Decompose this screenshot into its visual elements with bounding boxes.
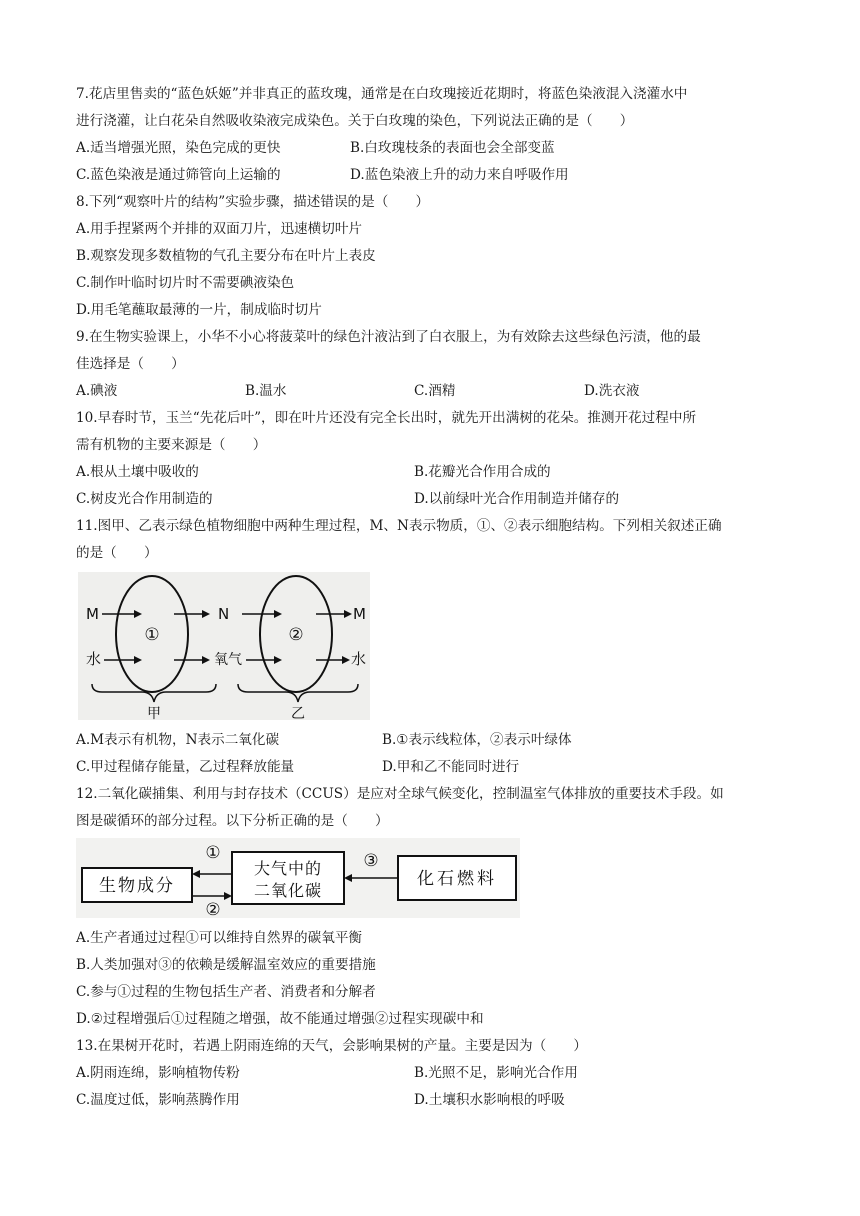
structure-2-label: ②	[288, 625, 304, 645]
caption-jia: 甲	[147, 706, 161, 720]
input-m-label: M	[86, 605, 99, 623]
q13-option-a: A.阴雨连绵，影响植物传粉	[76, 1065, 240, 1081]
q10-option-a: A.根从土壤中吸收的	[76, 464, 199, 480]
q11-option-b: B.①表示线粒体，②表示叶绿体	[382, 732, 572, 748]
q13-option-b: B.光照不足，影响光合作用	[414, 1065, 578, 1081]
q11-option-d: D.甲和乙不能同时进行	[382, 759, 520, 775]
q10-stem-line2: 需有机物的主要来源是（ ）	[76, 437, 267, 453]
caption-yi: 乙	[291, 706, 305, 720]
figure-scan-background	[78, 572, 370, 720]
q10-option-d: D.以前绿叶光合作用制造并储存的	[414, 491, 620, 507]
q8-option-c: C.制作叶临时切片时不需要碘液染色	[76, 275, 295, 291]
output-water-label: 水	[351, 650, 367, 668]
q8-option-b: B.观察发现多数植物的气孔主要分布在叶片上表皮	[76, 248, 376, 264]
structure-1-label: ①	[144, 625, 160, 645]
output-m-label: M	[353, 605, 366, 623]
q10-option-c: C.树皮光合作用制造的	[76, 491, 213, 507]
q12-option-b: B.人类加强对③的依赖是缓解温室效应的重要措施	[76, 957, 376, 973]
q10-stem-line1: 10.早春时节，玉兰“先花后叶”，即在叶片还没有完全长出时，就先开出满树的花朵。推测开花过程中所	[76, 410, 697, 426]
q11-option-c: C.甲过程储存能量，乙过程释放能量	[76, 759, 295, 775]
process-2-label: ②	[205, 900, 221, 918]
q12-option-d: D.②过程增强后①过程随之增强，故不能通过增强②过程实现碳中和	[76, 1011, 484, 1027]
box-fossil-fuels-label: 化石燃料	[417, 869, 497, 889]
output-oxygen-label: 氧气	[214, 652, 242, 668]
q9-option-b: B.温水	[245, 383, 287, 399]
box-atmospheric-co2-line1: 大气中的	[253, 859, 323, 878]
q11-stem-line1: 11.图甲、乙表示绿色植物细胞中两种生理过程，M、N表示物质，①、②表示细胞结构。下列相关叙述正确	[76, 518, 722, 534]
q11-option-a: A.M表示有机物，N表示二氧化碳	[76, 732, 280, 748]
q9-option-c: C.酒精	[414, 383, 456, 399]
q12-stem-line2: 图是碳循环的部分过程。以下分析正确的是（ ）	[76, 813, 389, 829]
q9-stem-line1: 9.在生物实验课上，小华不小心将菠菜叶的绿色汁液沾到了白衣服上，为有效除去这些绿色污渍，他的最	[76, 329, 701, 345]
q8-stem: 8.下列“观察叶片的结构”实验步骤，描述错误的是（ ）	[76, 194, 430, 210]
q11-figure	[78, 572, 370, 720]
q13-stem: 13.在果树开花时，若遇上阴雨连绵的天气，会影响果树的产量。主要是因为（ ）	[76, 1038, 587, 1054]
q12-figure	[76, 838, 520, 918]
q13-option-c: C.温度过低，影响蒸腾作用	[76, 1092, 240, 1108]
q13-option-d: D.土壤积水影响根的呼吸	[414, 1092, 565, 1108]
q7-stem-line1: 7.花店里售卖的“蓝色妖姬”并非真正的蓝玫瑰，通常是在白玫瑰接近花期时，将蓝色染液混入浇灌水中	[76, 86, 688, 102]
q12-option-c: C.参与①过程的生物包括生产者、消费者和分解者	[76, 984, 376, 1000]
q8-option-d: D.用毛笔蘸取最薄的一片，制成临时切片	[76, 302, 322, 318]
q9-stem-line2: 佳选择是（ ）	[76, 356, 185, 372]
q7-option-b: B.白玫瑰枝条的表面也会全部变蓝	[350, 140, 555, 156]
q11-stem-line2: 的是（ ）	[76, 545, 158, 561]
q7-option-c: C.蓝色染液是通过筛管向上运输的	[76, 167, 281, 183]
process-1-label: ①	[205, 843, 221, 863]
q12-stem-line1: 12.二氧化碳捕集、利用与封存技术（CCUS）是应对全球气候变化，控制温室气体排放的重要技术手段。如	[76, 786, 724, 802]
input-water-label: 水	[86, 650, 102, 668]
box-biological-components-label: 生物成分	[99, 876, 175, 896]
q7-stem-line2: 进行浇灌，让白花朵自然吸收染液完成染色。关于白玫瑰的染色，下列说法正确的是（ ）	[76, 113, 634, 129]
q8-option-a: A.用手捏紧两个并排的双面刀片，迅速横切叶片	[76, 221, 363, 237]
q9-option-a: A.碘液	[76, 383, 118, 399]
q9-option-d: D.洗衣液	[584, 383, 640, 399]
process-3-label: ③	[363, 851, 379, 871]
q7-option-a: A.适当增强光照，染色完成的更快	[76, 140, 281, 156]
box-atmospheric-co2-line2: 二氧化碳	[253, 881, 323, 900]
output-n-label: N	[218, 605, 230, 623]
q10-option-b: B.花瓣光合作用合成的	[414, 464, 551, 480]
q12-option-a: A.生产者通过过程①可以维持自然界的碳氧平衡	[76, 930, 363, 946]
q7-option-d: D.蓝色染液上升的动力来自呼吸作用	[350, 167, 569, 183]
